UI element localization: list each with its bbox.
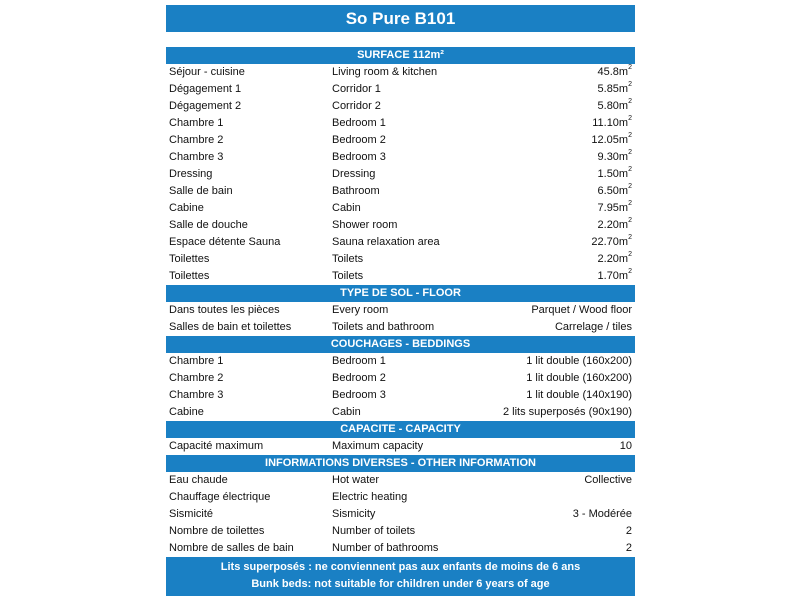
table-row [166,200,635,217]
value-text: 7.95m [597,202,629,214]
row-value [626,540,632,557]
value-text: Carrelage / tiles [554,321,632,333]
label-fr: Salle de douche [169,219,248,231]
table-row [166,489,635,506]
row-value [591,132,632,149]
table-row [166,149,635,166]
table-row [166,115,635,132]
footer-line-en: Bunk beds: not suitable for children under 6 years of age [251,578,550,590]
label-fr: Toilettes [169,253,210,265]
table-row [166,438,635,455]
value-text: 2.20m [597,219,629,231]
value-text: 2 [625,542,632,554]
value-text: Parquet / Wood floor [531,304,632,316]
label-en: Bedroom 2 [332,372,386,384]
row-value [598,183,632,200]
spacer [166,32,635,47]
unit-superscript: 2 [628,98,632,106]
unit-superscript: 2 [628,183,632,191]
floor-rows [166,302,635,336]
value-text: 6.50m [597,185,629,197]
property-title: So Pure B101 [166,5,635,32]
label-en: Bedroom 3 [332,389,386,401]
unit-superscript: 2 [628,81,632,89]
label-fr: Dégagement 2 [169,100,242,112]
row-value [598,251,632,268]
label-en: Corridor 2 [332,100,381,112]
table-row [166,370,635,387]
value-text: 1.50m [597,168,629,180]
label-fr: Dressing [169,168,213,180]
value-text: 45.8m [597,66,629,78]
label-en: Bedroom 1 [332,355,386,367]
label-fr: Dans toutes les pièces [169,304,280,316]
value-text: 5.85m [597,83,629,95]
label-en: Bedroom 3 [332,151,386,163]
label-fr: Séjour - cuisine [169,66,245,78]
table-row [166,523,635,540]
row-value [531,302,632,319]
label-en: Cabin [332,406,361,418]
unit-superscript: 2 [628,115,632,123]
label-en: Dressing [332,168,376,180]
surface-header: SURFACE 112m² [166,47,635,64]
row-value [592,115,632,132]
table-row [166,81,635,98]
value-text: 1.70m [597,270,629,282]
table-row [166,64,635,81]
label-fr: Nombre de salles de bain [169,542,294,554]
row-value [598,64,632,81]
row-value [598,81,632,98]
unit-superscript: 2 [628,268,632,276]
beddings-rows [166,353,635,421]
label-en: Sauna relaxation area [332,236,440,248]
label-en: Number of toilets [332,525,416,537]
table-row [166,217,635,234]
label-fr: Chambre 1 [169,117,224,129]
label-en: Living room & kitchen [332,66,438,78]
label-fr: Eau chaude [169,474,228,486]
label-fr: Toilettes [169,270,210,282]
row-value [598,98,632,115]
value-text: 1 lit double (140x190) [526,389,632,401]
table-row [166,472,635,489]
row-value [526,387,632,404]
label-en: Cabin [332,202,361,214]
unit-superscript: 2 [628,217,632,225]
table-row [166,268,635,285]
value-text: 10 [619,440,632,452]
property-sheet [166,5,635,596]
table-row [166,234,635,251]
label-fr: Capacité maximum [169,440,264,452]
label-fr: Chambre 3 [169,151,224,163]
table-row [166,353,635,370]
label-en: Bedroom 1 [332,117,386,129]
label-en: Toilets [332,270,364,282]
row-value [598,200,632,217]
beddings-header: COUCHAGES - BEDDINGS [166,336,635,353]
value-text: 1 lit double (160x200) [526,355,632,367]
value-text: 2 [625,525,632,537]
label-fr: Sismicité [169,508,214,520]
row-value [573,506,632,523]
value-text: 5.80m [597,100,629,112]
unit-superscript: 2 [628,64,632,72]
value-text: 1 lit double (160x200) [526,372,632,384]
label-fr: Chambre 2 [169,134,224,146]
value-text: 11.10m [592,117,629,129]
row-value [626,523,632,540]
unit-superscript: 2 [628,251,632,259]
row-value [598,268,632,285]
label-en: Hot water [332,474,380,486]
label-en: Toilets [332,253,364,265]
label-fr: Salles de bain et toilettes [169,321,292,333]
row-value [598,166,632,183]
table-row [166,302,635,319]
row-value [526,353,632,370]
table-row [166,183,635,200]
label-en: Bathroom [332,185,380,197]
table-row [166,319,635,336]
footer-notice [166,557,635,596]
row-value [526,370,632,387]
label-en: Corridor 1 [332,83,381,95]
label-fr: Espace détente Sauna [169,236,281,248]
floor-header: TYPE DE SOL - FLOOR [166,285,635,302]
value-text: 3 - Modérée [572,508,632,520]
label-en: Sismicity [332,508,376,520]
footer-line-fr: Lits superposés : ne conviennent pas aux enfants de moins de 6 ans [220,561,581,573]
table-row [166,166,635,183]
value-text: 2 lits superposés (90x190) [502,406,632,418]
capacity-header: CAPACITE - CAPACITY [166,421,635,438]
table-row [166,132,635,149]
unit-superscript: 2 [628,166,632,174]
row-value [620,438,632,455]
label-en: Every room [332,304,389,316]
label-en: Maximum capacity [332,440,424,452]
surface-rows [166,64,635,285]
label-fr: Chauffage électrique [169,491,271,503]
table-row [166,540,635,557]
label-fr: Cabine [169,202,204,214]
unit-superscript: 2 [628,234,632,242]
value-text: 22.70m [591,236,629,248]
row-value [598,217,632,234]
table-row [166,506,635,523]
label-en: Bedroom 2 [332,134,386,146]
unit-superscript: 2 [628,132,632,140]
label-en: Shower room [332,219,398,231]
table-row [166,404,635,421]
value-text: 12.05m [591,134,629,146]
other-info-rows [166,472,635,557]
table-row [166,98,635,115]
label-fr: Chambre 3 [169,389,224,401]
label-fr: Salle de bain [169,185,233,197]
table-row [166,387,635,404]
label-en: Electric heating [332,491,408,503]
row-value [598,149,632,166]
label-fr: Dégagement 1 [169,83,242,95]
row-value [584,472,632,489]
label-en: Toilets and bathroom [332,321,435,333]
value-text: 2.20m [597,253,629,265]
label-fr: Nombre de toilettes [169,525,265,537]
row-value [591,234,632,251]
table-row [166,251,635,268]
unit-superscript: 2 [628,200,632,208]
other-info-header: INFORMATIONS DIVERSES - OTHER INFORMATION [166,455,635,472]
label-fr: Chambre 2 [169,372,224,384]
capacity-rows [166,438,635,455]
label-en: Number of bathrooms [332,542,439,554]
label-fr: Chambre 1 [169,355,224,367]
label-fr: Cabine [169,406,204,418]
row-value [555,319,632,336]
row-value [503,404,632,421]
value-text: 9.30m [597,151,629,163]
value-text: Collective [584,474,632,486]
unit-superscript: 2 [628,149,632,157]
